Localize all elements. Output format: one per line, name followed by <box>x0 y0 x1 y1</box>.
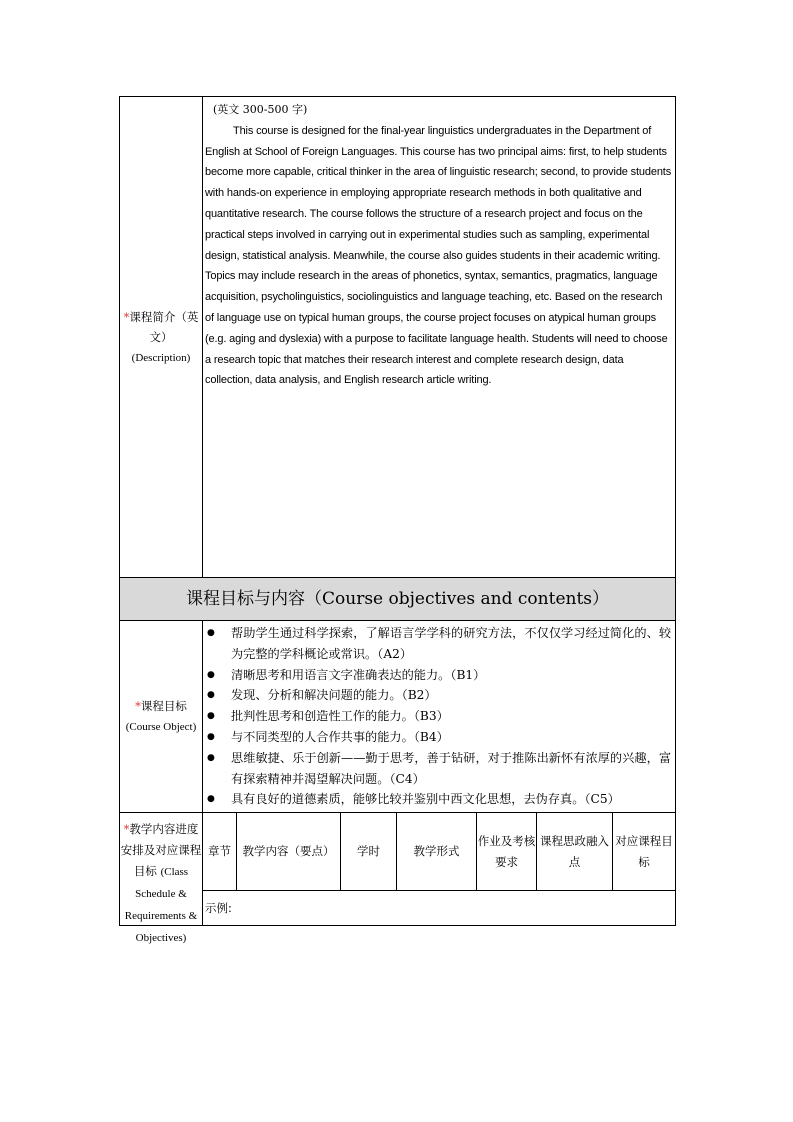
objective-item: ● 思维敏捷、乐于创新——勤于思考，善于钻研，对于推陈出新怀有浓厚的兴趣，富有探索精神并渴望解决问题。（C4） <box>205 748 671 790</box>
schedule-label-cn: 教学内容进度安排及对应课程目标 <box>120 822 202 879</box>
objectives-content <box>203 621 676 813</box>
description-row <box>120 97 676 578</box>
bullet-icon: ● <box>207 731 215 742</box>
bullet-icon: ● <box>207 794 215 805</box>
objectives-row <box>120 621 676 813</box>
header-target: 对应课程目标 <box>613 813 676 891</box>
schedule-header-row <box>120 813 676 891</box>
section-header-row <box>120 578 676 621</box>
schedule-label-clip <box>120 819 202 945</box>
header-hours: 学时 <box>341 813 397 891</box>
header-assignment: 作业及考核要求 <box>477 813 537 891</box>
bullet-icon: ● <box>207 669 215 680</box>
objective-item: ● 与不同类型的人合作共事的能力。（B4） <box>205 727 671 748</box>
header-content: 教学内容（要点） <box>237 813 341 891</box>
objective-item: ● 帮助学生通过科学探索，了解语言学学科的研究方法，不仅仅学习经过简化的、较为完整的学科概论或常识。（A2） <box>205 623 671 665</box>
description-content <box>203 97 676 578</box>
description-body: This course is designed for the final-year linguistics undergraduates in the Department of English at School of Foreign Languages. This course has two principal aims: first, to help students become more capable, critical thinker in the area of linguistic research; second, to provide students with hands-on experience in employing appropriate research methods in both qualitative and quantitative research. The course follows the structure of a research project and focus on the practical steps involved in carrying out in experimental studies such as sampling, experimental design, statistical analysis. Meanwhile, the course also guides students in their academic writing. Topics may include research in the areas of phonetics, syntax, semantics, pragmatics, language acquisition, psycholinguistics, sociolinguistics and language teaching, etc. Based on the research of language use on typical human groups, the course project focuses on atypical human groups (e.g. aging and dyslexia) with a purpose to facilitate language health. Students will need to choose a research topic that matches their research interest and complete research design, data collection, data analysis, and English research article writing. <box>205 124 672 387</box>
schedule-example-row <box>120 891 676 926</box>
section-title: 课程目标与内容（Course objectives and contents） <box>186 589 610 609</box>
schedule-label <box>120 813 203 945</box>
objective-item: ● 清晰思考和用语言文字准确表达的能力。（B1） <box>205 665 671 686</box>
section-header-cell <box>120 578 676 621</box>
course-syllabus-table <box>119 96 676 945</box>
objectives-label <box>120 621 203 813</box>
description-label <box>120 97 203 578</box>
objective-item: ● 具有良好的道德素质，能够比较并鉴别中西文化思想，去伪存真。（C5） <box>205 789 671 810</box>
header-ideology: 课程思政融入点 <box>537 813 613 891</box>
bullet-icon: ● <box>207 752 215 763</box>
required-mark: * <box>123 309 130 324</box>
description-label-en: (Description) <box>131 351 191 364</box>
example-cell: 示例: <box>203 891 676 926</box>
objectives-label-en: (Course Object) <box>125 721 197 734</box>
schedule-label-en: (Class Schedule & Requirements & Objectives) <box>124 866 198 945</box>
objectives-list <box>205 623 671 810</box>
required-mark: * <box>135 699 141 714</box>
description-label-cn: 课程简介（英文） <box>129 309 199 344</box>
objectives-label-cn: 课程目标 <box>140 699 187 714</box>
header-chapter: 章节 <box>203 813 237 891</box>
objective-item: ● 批判性思考和创造性工作的能力。（B3） <box>205 706 671 727</box>
objective-item: ● 发现、分析和解决问题的能力。（B2） <box>205 685 671 706</box>
bullet-icon: ● <box>207 711 215 722</box>
header-teaching-form: 教学形式 <box>397 813 477 891</box>
bullet-icon: ● <box>207 690 215 701</box>
bullet-icon: ● <box>207 628 215 638</box>
required-mark: * <box>123 822 130 837</box>
description-hint: (英文 300-500 字) <box>213 103 308 116</box>
